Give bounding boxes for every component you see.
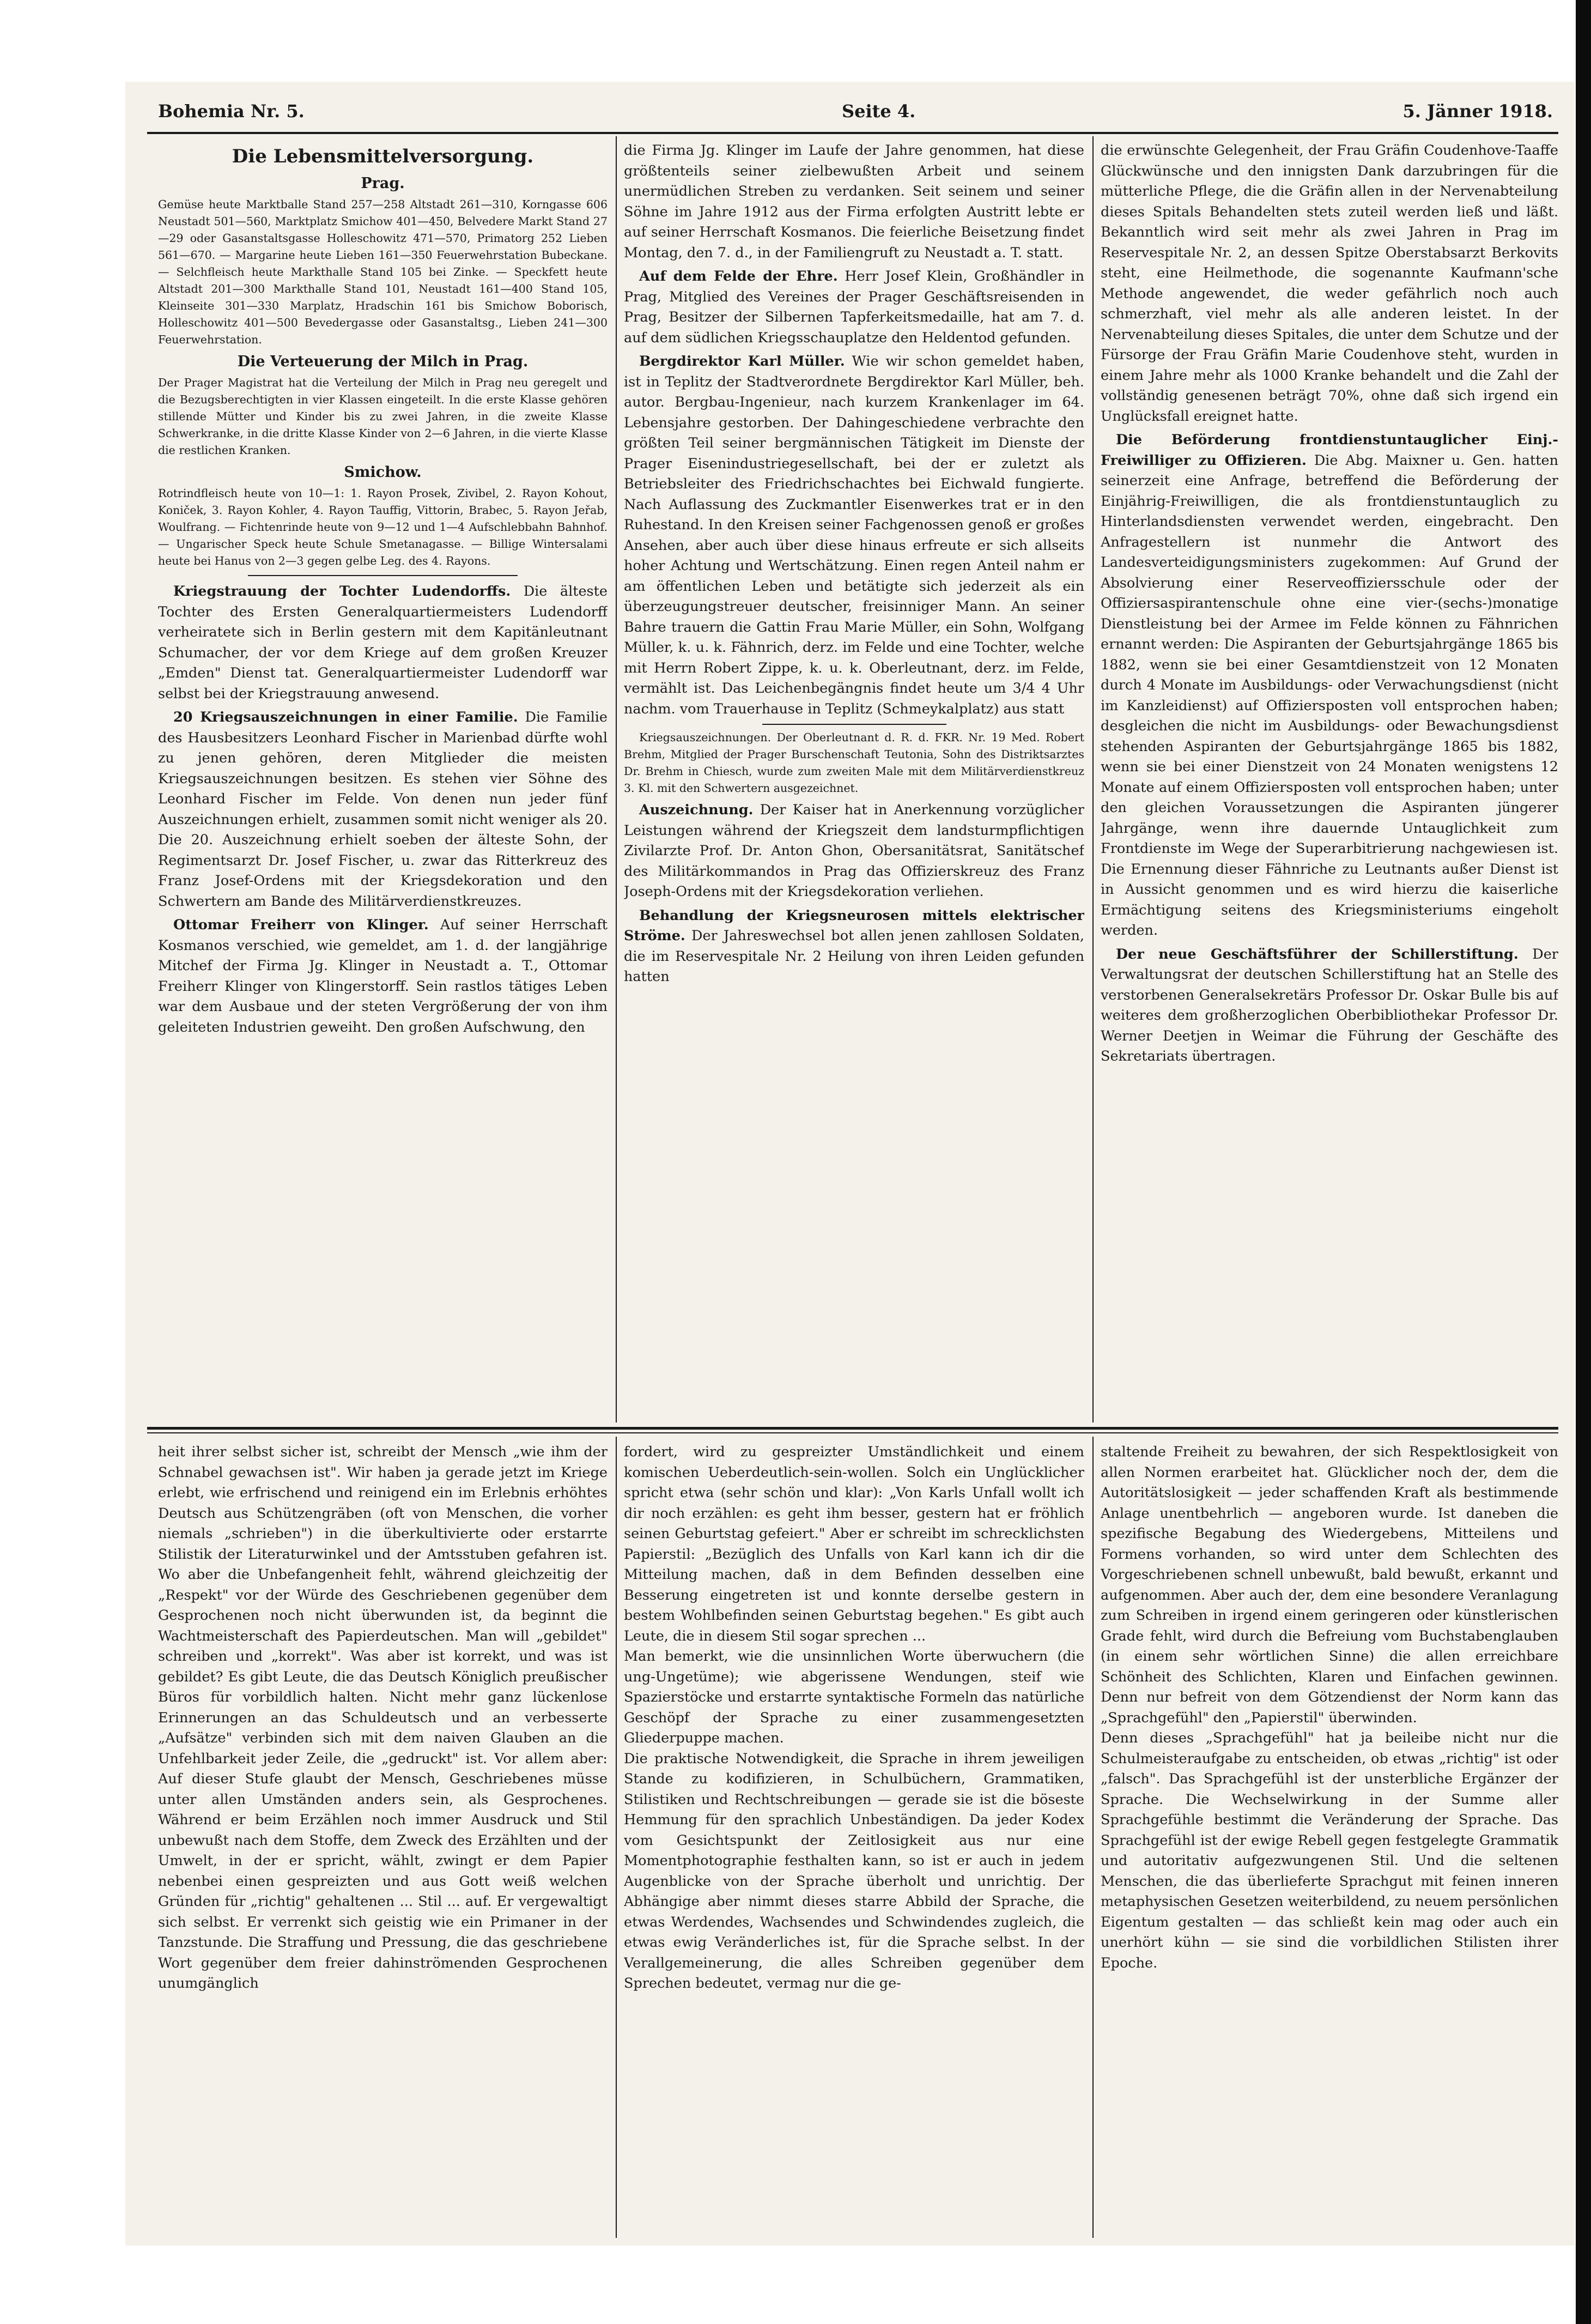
article-text: Der Jahreswechsel bot allen jenen zahllosen Soldaten, die im Reservespitale Nr. 2 Heilung von ihren Leiden gefunden hatten	[624, 928, 1084, 985]
article-text: Wie wir schon gemeldet haben, ist in Teplitz der Stadtverordnete Bergdirektor Karl Müller, beh. autor. Bergbau-Ingenieur, nach kurzem Krankenlager im 64. Lebensjahre gestorben. Der Dahingeschiedene verbrachte den größten Teil seiner bergmännischen Tätigkeit im Dienste der Prager Eisenindustriegesellschaft, bei der er zuletzt als Betriebsleiter des Friedrichschachtes bei Eichwald fungierte. Nach Auflassung des Zuckmantler Eisenwerkes trat er in den Ruhestand. In den Kreisen seiner Fachgenossen genoß er großes Ansehen, aber auch über diese hinaus erfreute er sich allseits hoher Achtung und Wertschätzung. Einen regen Anteil nahm er am öffentlichen Leben und betätigte sich jederzeit als ein überzeugungstreuer deutscher, freisinniger Mann. An seiner Bahre trauern die Gattin Frau Marie Müller, ein Sohn, Wolfgang Müller, k. u. k. Fähnrich, derz. im Felde und eine Tochter, welche mit Herrn Robert Zippe, k. u. k. Oberleutnant, derz. im Felde, vermählt ist. Das Leichenbegängnis findet heute um 3/4 4 Uhr nachm. vom Trauerhause in Teplitz (Schmeykalplatz) aus statt	[624, 353, 1084, 717]
article-heading: Ottomar Freiherr von Klinger.	[173, 917, 429, 933]
prag-ration-list: Gemüse heute Marktballe Stand 257—258 Altstadt 261—310, Korngasse 606 Neustadt 501—560, Marktplatz Smichow 401—450, Belvedere Markt Stand 27—29 oder Gasanstaltsgasse Holleschowitz 471—570, Primatorg 252 Lieben 561—670. — Margarine heute Lieben 161—350 Feuerwehrstation Bubeckane. — Selchfleisch heute Markthalle Stand 105 bei Zinke. — Speckfett heute Altstadt 201—300 Markthalle Stand 101, Neustadt 161—400 Stand 105, Kleinseite 301—330 Marplatz, Hradschin 161 bis Smichow Boborisch, Holleschowitz 401—500 Bevedergasse oder Gasanstaltsg., Lieben 241—300 Feuerwehrstation.	[158, 198, 608, 346]
article-text: Der Kaiser hat in Anerkennung vorzüglicher Leistungen während der Kriegszeit dem landsturmpflichtigen Zivilarzte Prof. Dr. Anton Ghon, Obersanitätsrat, Sanitätschef des Militärkommandos in Prag das Offizierskreuz des Franz Joseph-Ordens mit der Kriegsdekoration verliehen.	[624, 802, 1084, 900]
subheading-smichow: Smichow.	[344, 464, 422, 481]
newspaper-page	[125, 82, 1575, 2246]
header-issue: Bohemia Nr. 5.	[158, 101, 305, 122]
article-text: Die Familie des Hausbesitzers Leonhard Fischer in Marienbad dürfte wohl zu jenen gehören, deren Mitglieder die meisten Kriegsauszeichnungen besitzen. Es stehen vier Söhne des Leonhard Fischer im Felde. Von denen nun jeder fünf Auszeichnungen erhielt, zusammen somit nicht weniger als 20. Die 20. Auszeichnung erhielt soeben der älteste Sohn, der Regimentsarzt Dr. Josef Fischer, u. zwar das Ritterkreuz des Franz Josef-Ordens mit der Kriegsdekoration und den Schwertern am Bande des Militärverdienstkreuzes.	[158, 709, 608, 910]
feuilleton-rule	[147, 1432, 1558, 1433]
article-text: die erwünschte Gelegenheit, der Frau Gräfin Coudenhove-Taaffe Glückwünsche und den innigsten Dank darzubringen für die mütterliche Pflege, die die Gräfin allen in der Nervenabteilung dieses Spitals Behandelten stets zuteil werden ließ und läßt. Bekanntlich wird seit mehr als zwei Jahren in Prag im Reservespitale Nr. 2, an dessen Spitze Oberstabsarzt Berkovits steht, eine Heilmethode, die sogenannte Kaufmann'sche Methode angewendet, die weder gefährlich noch auch schmerzhaft, viel mehr als alle anderen leistet. In der Nervenabteilung dieses Spitales, die unter dem Schutze und der Fürsorge der Frau Gräfin Marie Coudenhove steht, wurden in einem Jahre mehr als 1000 Kranke behandelt und die Zahl der vollständig genesenen beträgt 70%, ohne daß sich irgend ein Unglücksfall ereignet hatte.	[1101, 142, 1558, 425]
article-heading: Die Beförderung frontdienstuntauglicher Einj.-Freiwilliger zu Offizieren.	[1101, 432, 1558, 469]
page-header	[158, 101, 1553, 128]
article-text: Herr Josef Klein, Großhändler in Prag, Mitglied des Vereines der Prager Geschäftsreisenden in Prag, Besitzer der Silbernen Tapferkeitsmedaille, hat am 7. d. auf dem südlichen Kriegsschauplatze den Heldentod gefunden.	[624, 268, 1084, 346]
column-3	[1101, 141, 1558, 1423]
header-rule	[147, 132, 1558, 134]
column-divider	[616, 136, 617, 1423]
article-heading: Auf dem Felde der Ehre.	[639, 268, 838, 285]
feuilleton-column-2: fordert, wird zu gespreizter Umständlichkeit und einem komischen Ueberdeutlich-sein-wollen. Solch ein Unglücklicher spricht etwa (sehr schön und klar): „Von Karls Unfall wollt ich dir noch erzählen: es geht ihm besser, gestern hat er fröhlich seinen Geburtstag gefeiert." Aber er schreibt im schrecklichsten Papierstil: „Bezüglich des Unfalls von Karl kann ich dir die Mitteilung machen, daß in dem Befinden desselben eine Besserung eingetreten ist und konnte derselbe gestern in bestem Wohlbefinden seinen Geburtstag begehen." Es gibt auch Leute, die in diesem Stil sogar sprechen ... Man bemerkt, wie die unsinnlichen Worte überwuchern (die ung-Ungetüme); wie abgerissene Wendungen, steif wie Spazierstöcke und erstarrte syntaktische Formeln das natürliche Geschöpf der Sprache zu einer zusammengesetzten Gliederpuppe machen. Die praktische Notwendigkeit, die Sprache in ihrem jeweiligen Stande zu kodifizieren, in Schulbüchern, Grammatiken, Stilistiken und Rechtschreibungen — gerade sie ist die böseste Hemmung für den sprachlich Unbeständigen. Da jeder Kodex vom Gesichtspunkt der Zeitlosigkeit aus nur eine Momentphotographie festhalten kann, so ist er auch in jedem Augenblicke von der Sprache überholt und unrichtig. Der Abhängige aber nimmt dieses starre Abbild der Sprache, die etwas Werdendes, Wachsendes und Schwindendes zugleich, die etwas ewig Veränderliches ist, für die Sprache selbst. In der Verallgemeinerung, die alles Schreiben gegenüber dem Sprechen bedeutet, vermag nur die ge-	[624, 1444, 1084, 1992]
header-page-number: Seite 4.	[842, 101, 916, 122]
column-1	[158, 141, 608, 1423]
article-text: Die Abg. Maixner u. Gen. hatten seinerzeit eine Anfrage, betreffend die Beförderung der Einjährig-Freiwilligen, die als frontdienstuntauglich zu Hinterlandsdiensten verwendet werden, eingebracht. Den Anfragestellern ist nunmehr die Antwort des Landesverteidigungsministers zugekommen: Auf Grund der Absolvierung einer Reserveoffiziersschule oder der Offiziersaspirantenschule ohne eine vier-(sechs-)monatige Dienstleistung bei der Armee im Felde können zu Fähnrichen ernannt werden: Die Aspiranten der Geburtsjahrgänge 1865 bis 1882, wenn sie bei einer Gesamtdienstzeit von 12 Monaten durch 4 Monate im Ausbildungs- oder Verwachungsdienst (nicht im Kanzleidienst) auf Offiziersposten voll entsprochen haben; desgleichen die nicht im Ausbildungs- oder Bewachungsdienst stehenden Aspiranten der Geburtsjahrgänge 1865 bis 1882, wenn sie bei einer Dienstzeit von 24 Monaten wenigstens 12 Monate auf einem Offiziersposten voll entsprochen haben; unter den gleichen Voraussetzungen die Aspiranten jüngerer Jahrgänge, wenn ihre dauernde Untauglichkeit zum Frontdienste im Wege der Superarbitrierung nachgewiesen ist. Die Ernennung dieser Fähnriche zu Leutnants außer Dienst ist in Aussicht genommen und es wird hierzu die kaiserliche Ermächtigung seitens des Kriegsministeriums eingeholt werden.	[1101, 452, 1558, 939]
column-divider	[1092, 1437, 1094, 2238]
article-heading: Behandlung der Kriegsneurosen mittels elektrischer Ströme.	[624, 907, 1084, 944]
article-heading: Der neue Geschäftsführer der Schillerstiftung.	[1116, 946, 1519, 963]
column-divider	[616, 1437, 617, 2238]
feuilleton-column-3: staltende Freiheit zu bewahren, der sich Respektlosigkeit von allen Normen erarbeitet hat. Glücklicher noch der, dem die Autoritätslosigkeit — jeder schaffenden Kraft als bestimmende Anlage unentbehrlich — angeboren wurde. Ist daneben die spezifische Begabung des Wiedergebens, Mitteilens und Formens vorhanden, so wird unter dem Schlechten des Vorgeschriebenen schnell unbewußt, bald bewußt, erkannt und aufgenommen. Aber auch der, dem eine besondere Veranlagung zum Schreiben in irgend einem geringeren oder künstlerischen Grade fehlt, wird durch die Befreiung vom Buchstabenglauben (in einem sehr wörtlichen Sinne) die allen erreichbare Schönheit des Schlichten, Klaren und Einfachen gewinnen. Denn nur befreit von dem Götzendienst der Norm kann das „Sprachgefühl" den „Papierstil" überwinden. Denn dieses „Sprachgefühl" hat ja beileibe nicht nur die Schulmeisteraufgabe zu entscheiden, ob etwas „richtig" ist oder „falsch". Das Sprachgefühl ist der unsterbliche Ergänzer der Sprache. Die Wechselwirkung in der Summe aller Sprachgefühle bestimmt die Veränderung der Sprache. Das Sprachgefühl ist der ewige Rebell gegen festgelegte Grammatik und autoritativ aufgezwungenen Stil. Und die seltenen Menschen, die das überlieferte Sprachgut mit feinen inneren metaphysischen Gesetzen weiterbildend, zu neuem persönlichen Eigentum gestalten — das schließt kein mag oder auch ein unerhört kühn — sie sind die vorbildlichen Stilisten ihrer Epoche.	[1101, 1444, 1558, 1971]
article-text: Die älteste Tochter des Ersten Generalquartiermeisters Ludendorff verheiratete sich in Berlin gestern mit dem Kapitänleutnant Schumacher, der vor dem Kriege auf dem großen Kreuzer „Emden" Dienst tat. Generalquartiermeister Ludendorff war selbst bei der Kriegstrauung anwesend.	[158, 583, 608, 702]
column-2	[624, 141, 1084, 1423]
feuilleton-column-1: heit ihrer selbst sicher ist, schreibt der Mensch „wie ihm der Schnabel gewachsen ist". Wir haben ja gerade jetzt im Kriege erlebt, wie erfrischend und reinigend ein im Erlebnis erhöhtes Deutsch aus Schützengräben (oft von Menschen, die vorher niemals „schrieben") in die überkultivierte oder erstarrte Stilistik der Literaturwinkel und der Amtsstuben gefahren ist. Wo aber die Unbefangenheit fehlt, während gleichzeitig der „Respekt" vor der Würde des Geschriebenen gegenüber dem Gesprochenen noch nicht überwunden ist, da beginnt die Wachtmeisterschaft des Papierdeutschen. Man will „gebildet" schreiben und „korrekt". Was aber ist korrekt, und was ist gebildet? Es gibt Leute, die das Deutsch Königlich preußischer Büros für vorbildlich halten. Nicht mehr ganz lückenlose Erinnerungen an das Schuldeutsch und an verbesserte „Aufsätze" verbinden sich mit dem naiven Glauben an die Unfehlbarkeit jeder Zeile, die „gedruckt" ist. Vor allem aber: Auf dieser Stufe glaubt der Mensch, Geschriebenes müsse unter allen Umständen anders sein, als Gesprochenes. Während er beim Erzählen noch immer Ausdruck und Stil unbewußt nach dem Stoffe, dem Zweck des Erzählten und der Umwelt, in der er spricht, wählt, zwingt er dem Papier nebenbei einen gespreizten und aus Gott weiß welchen Gründen für „richtig" gehaltenen ... Stil ... auf. Er vergewaltigt sich selbst. Er verrenkt sich geistig wie ein Primaner in der Tanzstunde. Die Straffung und Pressung, die das geschriebene Wort gegenüber dem freier dahinströmenden Gesprochenen unumgänglich	[158, 1444, 608, 1992]
smichow-text: Rotrindfleisch heute von 10—1: 1. Rayon Prosek, Zivibel, 2. Rayon Kohout, Koniček, 3. Rayon Kohler, 4. Rayon Tauffig, Vittorin, Brabec, 5. Rayon Jeřab, Woulfrang. — Fichtenrinde heute von 9—12 und 1—4 Aufschlebbahn Bahnhof. — Ungarischer Speck heute Schule Smetanagasse. — Billige Wintersalami heute bei Hanus von 2—3 gegen gelbe Leg. des 4. Rayons.	[158, 487, 608, 567]
milch-text: Der Prager Magistrat hat die Verteilung der Milch in Prag neu geregelt und die Bezugsberechtigten in vier Klassen eingeteilt. In die erste Klasse gehören stillende Mütter und Kinder bis zu zwei Jahren, in die zweite Klasse Schwerkranke, in die dritte Klasse Kinder von 2—6 Jahren, in die vierte Klasse die restlichen Kranken.	[158, 376, 608, 457]
subheading-milch: Die Verteuerung der Milch in Prag.	[237, 353, 529, 370]
subheading-prag: Prag.	[361, 175, 405, 192]
separator	[248, 575, 518, 576]
scan-border	[1576, 0, 1591, 2324]
article-heading: Auszeichnung.	[639, 802, 754, 818]
article-heading: Kriegstrauung der Tochter Ludendorffs.	[173, 583, 511, 600]
separator	[762, 724, 946, 725]
article-heading: 20 Kriegsauszeichnungen in einer Familie.	[173, 709, 518, 725]
column-divider	[1092, 136, 1094, 1423]
article-text: Der Verwaltungsrat der deutschen Schillerstiftung hat an Stelle des verstorbenen Generalsekretärs Professor Dr. Oskar Bulle bis auf weiteres dem großherzoglichen Oberbibliothekar Professor Dr. Werner Deetjen in Weimar die Führung der Geschäfte des Sekretariats übertragen.	[1101, 946, 1558, 1064]
article-text: Auf seiner Herrschaft Kosmanos verschied, wie gemeldet, am 1. d. der langjährige Mitchef der Firma Jg. Klinger in Neustadt a. T., Ottomar Freiherr Klinger von Klingerstorff. Sein rastlos tätiges Leben war dem Ausbaue und der steten Vergrößerung der von ihm geleiteten Industrien geweiht. Den großen Aufschwung, den	[158, 917, 608, 1036]
article-text: die Firma Jg. Klinger im Laufe der Jahre genommen, hat diese größtenteils seiner zielbewußten Arbeit und seinem unermüdlichen Streben zu verdanken. Seit seinem und seiner Söhne im Jahre 1912 aus der Firma erfolgten Austritt lebte er auf seiner Herrschaft Kosmanos. Die feierliche Beisetzung findet Montag, den 7. d., in der Familiengruft zu Neustadt a. T. statt.	[624, 142, 1084, 261]
article-heading: Bergdirektor Karl Müller.	[639, 353, 845, 370]
section-title: Die Lebensmittelversorgung.	[232, 146, 534, 167]
header-date: 5. Jänner 1918.	[1402, 101, 1553, 122]
kriegsauszeichnungen-note: Kriegsauszeichnungen. Der Oberleutnant d. R. d. FKR. Nr. 19 Med. Robert Brehm, Mitglied der Prager Burschenschaft Teutonia, Sohn des Distriktsarztes Dr. Brehm in Chiesch, wurde zum zweiten Male mit dem Militärverdienstkreuz 3. Kl. mit den Schwertern ausgezeichnet.	[624, 731, 1084, 795]
feuilleton-rule	[147, 1427, 1558, 1430]
